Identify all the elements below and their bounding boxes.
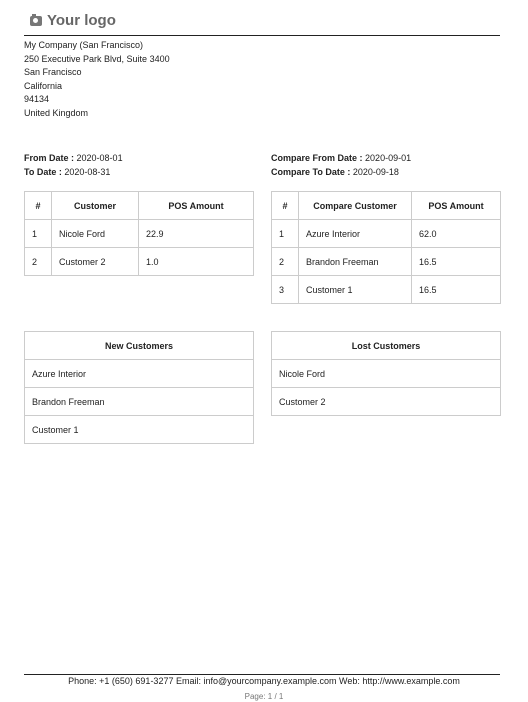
address-city: San Francisco: [24, 67, 82, 78]
company-logo: [30, 12, 116, 29]
row-index: 1: [25, 220, 52, 248]
new-customers-table: [24, 331, 254, 444]
compare-to-value: 2020-09-18: [352, 167, 399, 177]
company-address: [24, 39, 170, 121]
col-index: #: [272, 192, 299, 220]
table-row: [272, 388, 501, 416]
row-customer: Customer 2: [52, 248, 139, 276]
row-index: 3: [272, 276, 299, 304]
from-date-label: From Date :: [24, 153, 75, 163]
row-customer: Azure Interior: [299, 220, 412, 248]
company-name: My Company (San Francisco): [24, 40, 144, 50]
col-pos-amount: POS Amount: [139, 192, 254, 220]
table-row: [25, 360, 254, 388]
new-customer-cell: Customer 1: [25, 416, 254, 444]
period-dates: [24, 151, 123, 179]
address-zip: 94134: [24, 94, 50, 105]
table-header-row: [25, 192, 254, 220]
col-index: #: [25, 192, 52, 220]
lost-customers-table: [271, 331, 501, 416]
col-lost-customers: Lost Customers: [272, 332, 501, 360]
table-row: [272, 248, 501, 276]
col-pos-amount: POS Amount: [412, 192, 501, 220]
row-customer: Nicole Ford: [52, 220, 139, 248]
compare-from-value: 2020-09-01: [365, 153, 412, 163]
address-state: California: [24, 80, 63, 91]
new-customer-cell: Brandon Freeman: [25, 388, 254, 416]
table-row: [272, 276, 501, 304]
row-customer: Customer 1: [299, 276, 412, 304]
lost-customer-cell: Nicole Ford: [272, 360, 501, 388]
table-header-row: [272, 192, 501, 220]
compare-customer-table: [271, 191, 501, 304]
header-divider: [24, 35, 500, 36]
row-index: 2: [272, 248, 299, 276]
table-row: [25, 388, 254, 416]
row-index: 1: [272, 220, 299, 248]
customer-table: [24, 191, 254, 276]
new-customer-cell: Azure Interior: [25, 360, 254, 388]
from-date-value: 2020-08-01: [76, 153, 123, 163]
table-row: [272, 220, 501, 248]
lost-customer-cell: Customer 2: [272, 388, 501, 416]
row-amount: 16.5: [412, 248, 501, 276]
compare-dates: [271, 151, 411, 179]
col-new-customers: New Customers: [25, 332, 254, 360]
footer-contact: Phone: +1 (650) 691-3277 Email: info@yourcompany.example.com Web: http://www.example.com: [68, 676, 460, 686]
table-row: [25, 248, 254, 276]
table-row: [272, 360, 501, 388]
table-row: [25, 220, 254, 248]
address-country: United Kingdom: [24, 107, 89, 118]
table-header-row: [25, 332, 254, 360]
row-customer: Brandon Freeman: [299, 248, 412, 276]
row-amount: 22.9: [139, 220, 254, 248]
row-amount: 1.0: [139, 248, 254, 276]
camera-icon: [30, 16, 42, 26]
table-row: [25, 416, 254, 444]
page-number: Page: 1 / 1: [244, 692, 284, 701]
compare-to-label: Compare To Date :: [271, 167, 351, 177]
compare-from-label: Compare From Date :: [271, 153, 363, 163]
row-index: 2: [25, 248, 52, 276]
footer-divider: [24, 674, 500, 675]
address-street: 250 Executive Park Blvd, Suite 3400: [24, 53, 170, 64]
row-amount: 16.5: [412, 276, 501, 304]
col-compare-customer: Compare Customer: [299, 192, 412, 220]
table-header-row: [272, 332, 501, 360]
to-date-value: 2020-08-31: [64, 167, 111, 177]
logo-text: Your logo: [47, 12, 116, 29]
row-amount: 62.0: [412, 220, 501, 248]
col-customer: Customer: [52, 192, 139, 220]
to-date-label: To Date :: [24, 167, 62, 177]
